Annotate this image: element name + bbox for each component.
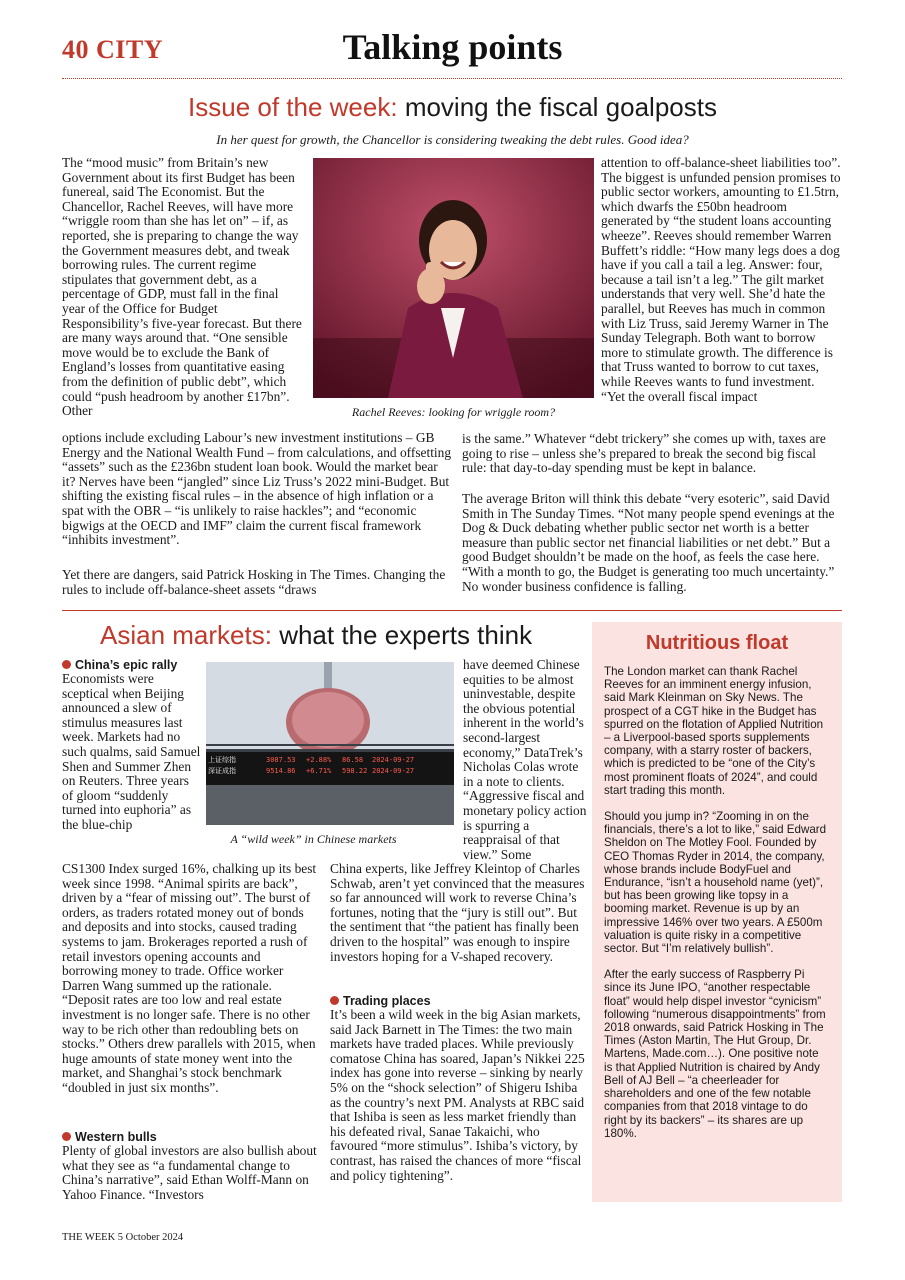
header-divider [62, 78, 842, 79]
issue-headline-rest: moving the fiscal goalposts [404, 92, 717, 122]
issue-column-left: The “mood music” from Britain’s new Government about its first Budget has been funereal, said The Economist. But the Chancellor, Rachel Reeves, will have more “wriggle room than she has let on” – if, as reported, she is preparing to change the way the Government measures debt, and tweak borrowing rules. The current regime stipulates that government debt, as a percentage of GDP, must fall in the final year of the Office for Budget Responsibility’s five-year forecast. But there are many ways around that. “One sensible move would be to exclude the Bank of England’s losses from quantitative easing from the definition of public debt”, which could “push headroom by another £17bn”. Other [62, 156, 302, 419]
asian-headline [100, 620, 532, 651]
asian-headline-lead: Asian markets: [100, 620, 272, 650]
ticker-value: 9514.86 [266, 767, 296, 775]
ticker-index-name: 深证成指 [208, 767, 236, 775]
issue-column-right: attention to off-balance-sheet liabilities too”. The biggest is unfunded pension promises to public sector workers, amounting to £1.5trn, which dwarfs the £50bn headroom generated by “the student loans accounting wheeze”. Reeves should remember Warren Buffett’s riddle: “How many legs does a dog have if you call a tail a leg. Answer: four, because a tail isn’t a leg.” The gilt market understands that very well. She’d hate the parallel, but Reeves has much in common with Liz Truss, said Jeremy Warner in The Sunday Telegraph. Both want to borrow more to stimulate growth. The difference is that Truss wanted to borrow to cut taxes, while Reeves wants to fund investment. “Yet the overall fiscal impact [601, 156, 841, 404]
bullet-icon [62, 660, 71, 669]
ticker-change: +2.88% [306, 756, 332, 764]
subhead-western-bulls-label: Western bulls [75, 1130, 157, 1144]
issue-headline-lead: Issue of the week: [188, 92, 398, 122]
bullet-icon [330, 996, 339, 1005]
section-divider [62, 610, 842, 611]
asian-col2-p2: It’s been a wild week in the big Asian markets, said Jack Barnett in The Times: the two main markets have traded places. While previously comatose China has soared, Japan’s Nikkei 225 index has gone into reverse – sinking by nearly 5% on the “shock selection” of Shigeru Ishiba as the country’s next PM. Analysts at RBC said that Ishiba is seen as less market friendly than his defeated rival, Sanae Takaichi, who favoured “more stimulus”. Ishiba’s victory, by contrast, has raised the chances of more “fiscal and policy tightening”. [330, 1008, 585, 1183]
subhead-western-bulls [62, 1130, 317, 1144]
issue-column-right-cont: is the same.” Whatever “debt trickery” she comes up with, taxes are going to rise – unless she’s prepared to break the second big fiscal rule: that day-to-day spending must be kept in balance. [462, 431, 826, 476]
rachel-reeves-photo [313, 158, 594, 398]
sidebar-paragraph: After the early success of Raspberry Pi since its June IPO, “another respectable float” would help dispel investor “cynicism” following “numerous disappointments” from 2018 onwards, said Patrick Hosking in The Times (Aston Martin, The Hut Group, Dr. Martens, Made.com…). One positive note is that Applied Nutrition is chaired by Andy Bell of AJ Bell – “a cheerleader for shareholders and one of the few notable companies from that 2018 vintage to do right by its backers” – its shares are up 180%. [604, 968, 826, 1140]
page-title: Talking points [342, 27, 563, 67]
asian-col1-top: Economists were sceptical when Beijing announced a slew of stimulus measures last week. Markets had no such qualms, said Samuel Shen and Summer Zhen on Reuters. Three years of gloom “suddenly turned into euphoria” as the blue-chip [62, 672, 201, 832]
ticker-value: 3087.53 [266, 756, 296, 764]
asian-col2-wide: China experts, like Jeffrey Kleintop of Charles Schwab, aren’t yet convinced that the measures so far announced will work to reverse China’s fortunes, noting that the “jury is still out”. But the sentiment that “the patient has finally been driven to the hospital” was enough to inspire investors hoping for a V-shaped recovery. [330, 862, 585, 964]
sidebar-paragraph: The London market can thank Rachel Reeves for an imminent energy infusion, said Mark Kleinman on Sky News. The prospect of a CGT hike in the Budget has spurred on the flotation of Applied Nutrition – a Liverpool-based sports supplements company, with a starry roster of backers, which is predicted to be “one of the City’s most prominent floats of 2024”, and could start trading this month. [604, 665, 824, 797]
sidebar-box [592, 622, 842, 1202]
stock-ticker-board [206, 752, 454, 785]
issue-column-left-wide: options include excluding Labour’s new investment institutions – GB Energy and the National Wealth Fund – from calculations, and offsetting “assets” such as the £236bn student loan book. Would the market bear it? Nerves have been “jangled” since Liz Truss’s 2022 mini-Budget. But shifting the existing fiscal rules – in the absence of high inflation or a spat with the OBR – “is unlikely to raise hackles”; and “economic bigwigs at the OECD and IMF” claim the current fiscal framework “inhibits investment”. [62, 431, 452, 548]
subhead-trading-places [330, 994, 585, 1008]
subhead-china-rally-label: China’s epic rally [75, 658, 178, 672]
asian-col1-top-block [62, 658, 202, 876]
issue-standfirst: In her quest for growth, the Chancellor is considering tweaking the debt rules. Good idea? [216, 132, 689, 147]
issue-headline [0, 92, 905, 123]
sidebar-paragraph: Should you jump in? “Zooming in on the financials, there’s a lot to like,” said Edward Sheldon on The Motley Fool. Founded by CEO Thomas Ryder in 2014, the company, whose brands include BodyFuel and Endurance, “isn’t a household name (yet)”, but has been growing like topsy in a booming market. Revenue is up by an impressive 146% over two years. A £500m valuation is quite risky in a competitive sector. But “I’m relatively bullish”. [604, 810, 827, 956]
asian-col1-p2-block [62, 1130, 317, 1202]
asian-photo-caption: A “wild week” in Chinese markets [230, 832, 397, 846]
issue-photo-caption: Rachel Reeves: looking for wriggle room? [351, 405, 556, 419]
subhead-china-rally [62, 658, 202, 672]
ticker-index-name: 上证综指 [208, 756, 236, 764]
asian-headline-rest: what the experts think [279, 620, 533, 650]
ticker-points: 86.58 [342, 756, 364, 764]
sidebar-title: Nutritious float [645, 632, 789, 654]
ticker-row [206, 755, 454, 766]
shanghai-illustration [206, 662, 454, 825]
ticker-date: 2024-09-27 [372, 756, 415, 764]
issue-column-right-p2: The average Briton will think this debate “very esoteric”, said David Smith in The Sunday Times. “Not many people spend evenings at the Dog & Duck debating whether public sector net worth is a better measure than public sector net financial liabilities or net debt.” But a good Budget shouldn’t be made on the hoof, as feels the case here. “With a month to go, the Budget is generating too much uncertainty.” No wonder business confidence is falling. [462, 492, 835, 594]
ticker-change: +6.71% [306, 767, 332, 775]
asian-col2-top: have deemed Chinese equities to be almost uninvestable, despite the obvious potential inherent in the world’s second-largest economy,” DataTrek’s Nicholas Colas wrote in a note to clients. “Aggressive fiscal and monetary policy action is spurring a reappraisal of that view.” Some [463, 658, 587, 862]
ticker-points: 598.22 [342, 767, 368, 775]
asian-col1-p2: Plenty of global investors are also bullish about what they see as “a fundamental change to China’s narrative”, said Ethan Wolff-Mann on Yahoo Finance. “Investors [62, 1143, 317, 1202]
asian-col1-wide: CS1300 Index surged 16%, chalking up its best week since 1998. “Animal spirits are back”, driven by a “fear of missing out”. The burst of orders, as traders rotated money out of bonds and deposits and into stocks, caused trading systems to jam. Brokerages reported a rush of retail investors opening accounts and borrowing money to trade. Office worker Darren Wang summed up the rationale. “Deposit rates are too low and real estate investment is no longer safe. There is no other way to be rich other than redoubling bets on stocks.” Others drew parallels with 2015, when huge amounts of state money went into the market, and Shanghai’s stock benchmark “doubled in just six months”. [62, 862, 317, 1095]
subhead-trading-places-label: Trading places [343, 994, 431, 1008]
ticker-row [206, 766, 454, 777]
asian-col2-p2-block [330, 994, 585, 1216]
ticker-date: 2024-09-27 [372, 767, 415, 775]
rachel-reeves-illustration [313, 158, 594, 398]
shanghai-market-photo [206, 662, 454, 825]
footer-issue-date: THE WEEK 5 October 2024 [62, 1232, 184, 1243]
bullet-icon [62, 1132, 71, 1141]
issue-column-left-p2: Yet there are dangers, said Patrick Hosking in The Times. Changing the rules to include off-balance-sheet assets “draws [62, 567, 446, 597]
page-section-label: 40 CITY [62, 35, 164, 64]
